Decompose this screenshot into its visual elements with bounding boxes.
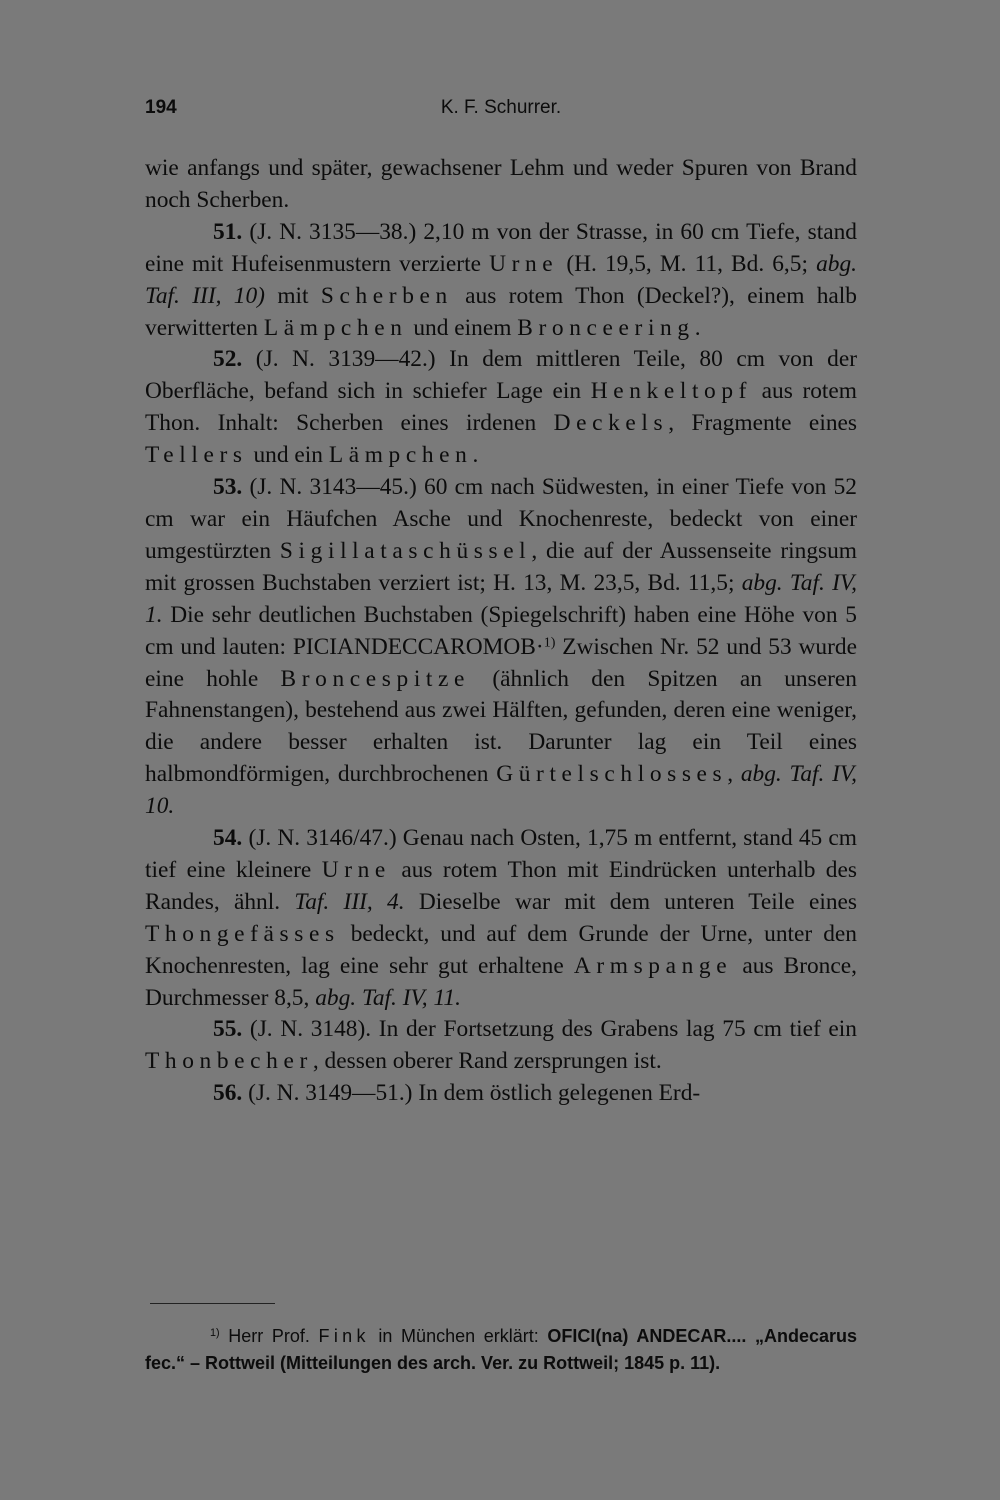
entry-51	[145, 217, 857, 345]
spaced-term: Broncespitze	[280, 665, 471, 692]
entry-text: .	[472, 442, 479, 469]
footnote-text: in München erklärt:	[369, 1326, 548, 1346]
entry-number: 54.	[213, 825, 243, 852]
spaced-term: Urne	[489, 250, 559, 277]
plate-reference: abg. Taf. III, 10)	[145, 250, 857, 309]
spaced-term: Scherben	[320, 282, 453, 309]
spaced-term: Bronceering	[517, 314, 695, 341]
entry-text: Die sehr deutlichen Buchstaben (Spiegelschrift) haben eine Höhe von 5 cm und lauten: PICIANDECCAROMOB·	[145, 601, 857, 660]
entry-text: (H. 19,5, M. 11, Bd. 6,5;	[558, 250, 817, 277]
entry-53	[145, 472, 857, 823]
plate-reference: abg. Taf. IV, 11.	[315, 984, 461, 1011]
spaced-term: Thongefässes	[145, 920, 340, 947]
spaced-term: Fink	[318, 1326, 370, 1346]
entry-text: (J. N. 3139—42.) In dem mittleren Teile, 80 cm von der Oberfläche, befand sich in schiefer Lage ein	[145, 346, 857, 405]
spaced-term: Armspange	[573, 952, 733, 979]
plate-reference: abg. Taf. IV, 10.	[145, 761, 857, 820]
spaced-term: Thonbecher	[145, 1048, 313, 1075]
footnote-marker: 1)	[543, 633, 556, 650]
entry-52	[145, 344, 857, 472]
entry-number: 53.	[213, 474, 243, 501]
spaced-term: Tellers	[145, 442, 248, 469]
plate-reference: abg. Taf. IV, 1.	[145, 569, 857, 628]
entry-54	[145, 823, 857, 1014]
spaced-term: Gürtelschlosses	[496, 761, 728, 788]
page-header	[145, 97, 857, 129]
entry-text: , Fragmente eines	[668, 410, 857, 437]
entry-text: .	[694, 314, 701, 341]
entry-number: 56.	[213, 1080, 243, 1107]
spaced-term: Deckels	[553, 410, 669, 437]
entry-text: aus rotem Thon. Inhalt: Scherben eines irdenen	[145, 378, 858, 437]
entry-text: (J. N. 3135—38.) 2,10 m von der Strasse, in 60 cm Tiefe, stand eine mit Hufeisenmustern verzierte	[145, 218, 857, 277]
body-text	[145, 153, 857, 1110]
entry-text: aus rotem Thon mit Eindrücken unterhalb des Randes, ähnl.	[145, 856, 857, 915]
spaced-term: Urne	[321, 856, 391, 883]
entry-55	[145, 1014, 857, 1078]
entry-text: aus rotem Thon (Deckel?), einem halb verwitterten	[145, 282, 858, 341]
spaced-term: Lämpchen	[328, 442, 473, 469]
entry-number: 51.	[213, 218, 243, 245]
plate-reference: Taf. III, 4.	[294, 888, 405, 915]
footnote-text: Herr Prof.	[219, 1326, 319, 1346]
entry-text: und einem	[407, 314, 518, 341]
entry-text: (J. N. 3148). In der Fortsetzung des Grabens lag 75 cm tief ein	[242, 1016, 857, 1043]
entry-text: (ähnlich den Spitzen an unseren Fahnenstangen), bestehend aus zwei Hälften, gefunden, deren eine weniger, die andere besser erhalten ist. Darunter lag ein Teil eines halbmondförmigen, durchbrochenen	[145, 665, 857, 788]
entry-number: 55.	[213, 1016, 243, 1043]
page-number: 194	[145, 97, 177, 118]
spaced-term: Sigillataschüssel	[279, 537, 532, 564]
footnote-text-bold: OFICI(na) ANDECAR.... „Andecarus fec.“ – Rottweil (Mitteilungen des arch. Ver. zu Rottweil; 1845 p. 11).	[145, 1326, 857, 1373]
entry-number: 52.	[213, 346, 243, 373]
entry-text: (J. N. 3149—51.) In dem östlich gelegenen Erd-	[242, 1080, 701, 1107]
footnote	[145, 1323, 857, 1377]
entry-text: , die auf der Aussenseite ringsum mit grossen Buchstaben verziert ist; H. 13, M. 23,5, Bd. 11,5;	[145, 537, 858, 596]
spaced-term: Lämpchen	[263, 314, 408, 341]
entry-text: (J. N. 3146/47.) Genau nach Osten, 1,75 m entfernt, stand 45 cm tief eine kleinere	[145, 825, 857, 883]
entry-text: Zwischen Nr. 52 und 53 wurde eine hohle	[145, 633, 857, 692]
spaced-term: Henkeltopf	[590, 378, 753, 405]
running-title: K. F. Schurrer.	[440, 97, 562, 118]
entry-text: mit	[264, 282, 321, 309]
paragraph-continuation: wie anfangs und später, gewachsener Lehm und weder Spuren von Brand noch Scherben.	[145, 155, 857, 213]
entry-text: aus Bronce, Durchmesser 8,5,	[145, 952, 857, 1011]
entry-56	[145, 1078, 857, 1110]
footnote-number: 1)	[210, 1327, 220, 1340]
footnote-divider	[150, 1303, 275, 1304]
entry-text: und ein	[247, 442, 329, 469]
entry-text: Dieselbe war mit dem unteren Teile eines	[404, 888, 858, 915]
entry-text: ,	[727, 761, 741, 788]
entry-text: , dessen oberer Rand zersprungen ist.	[312, 1048, 662, 1075]
entry-text: (J. N. 3143—45.) 60 cm nach Südwesten, in einer Tiefe von 52 cm war ein Häufchen Asche und Knochenreste, bedeckt von einer umgestürzten	[145, 474, 857, 564]
entry-text: bedeckt, und auf dem Grunde der Urne, unter den Knochenresten, lag eine sehr gut erhaltene	[145, 920, 857, 979]
